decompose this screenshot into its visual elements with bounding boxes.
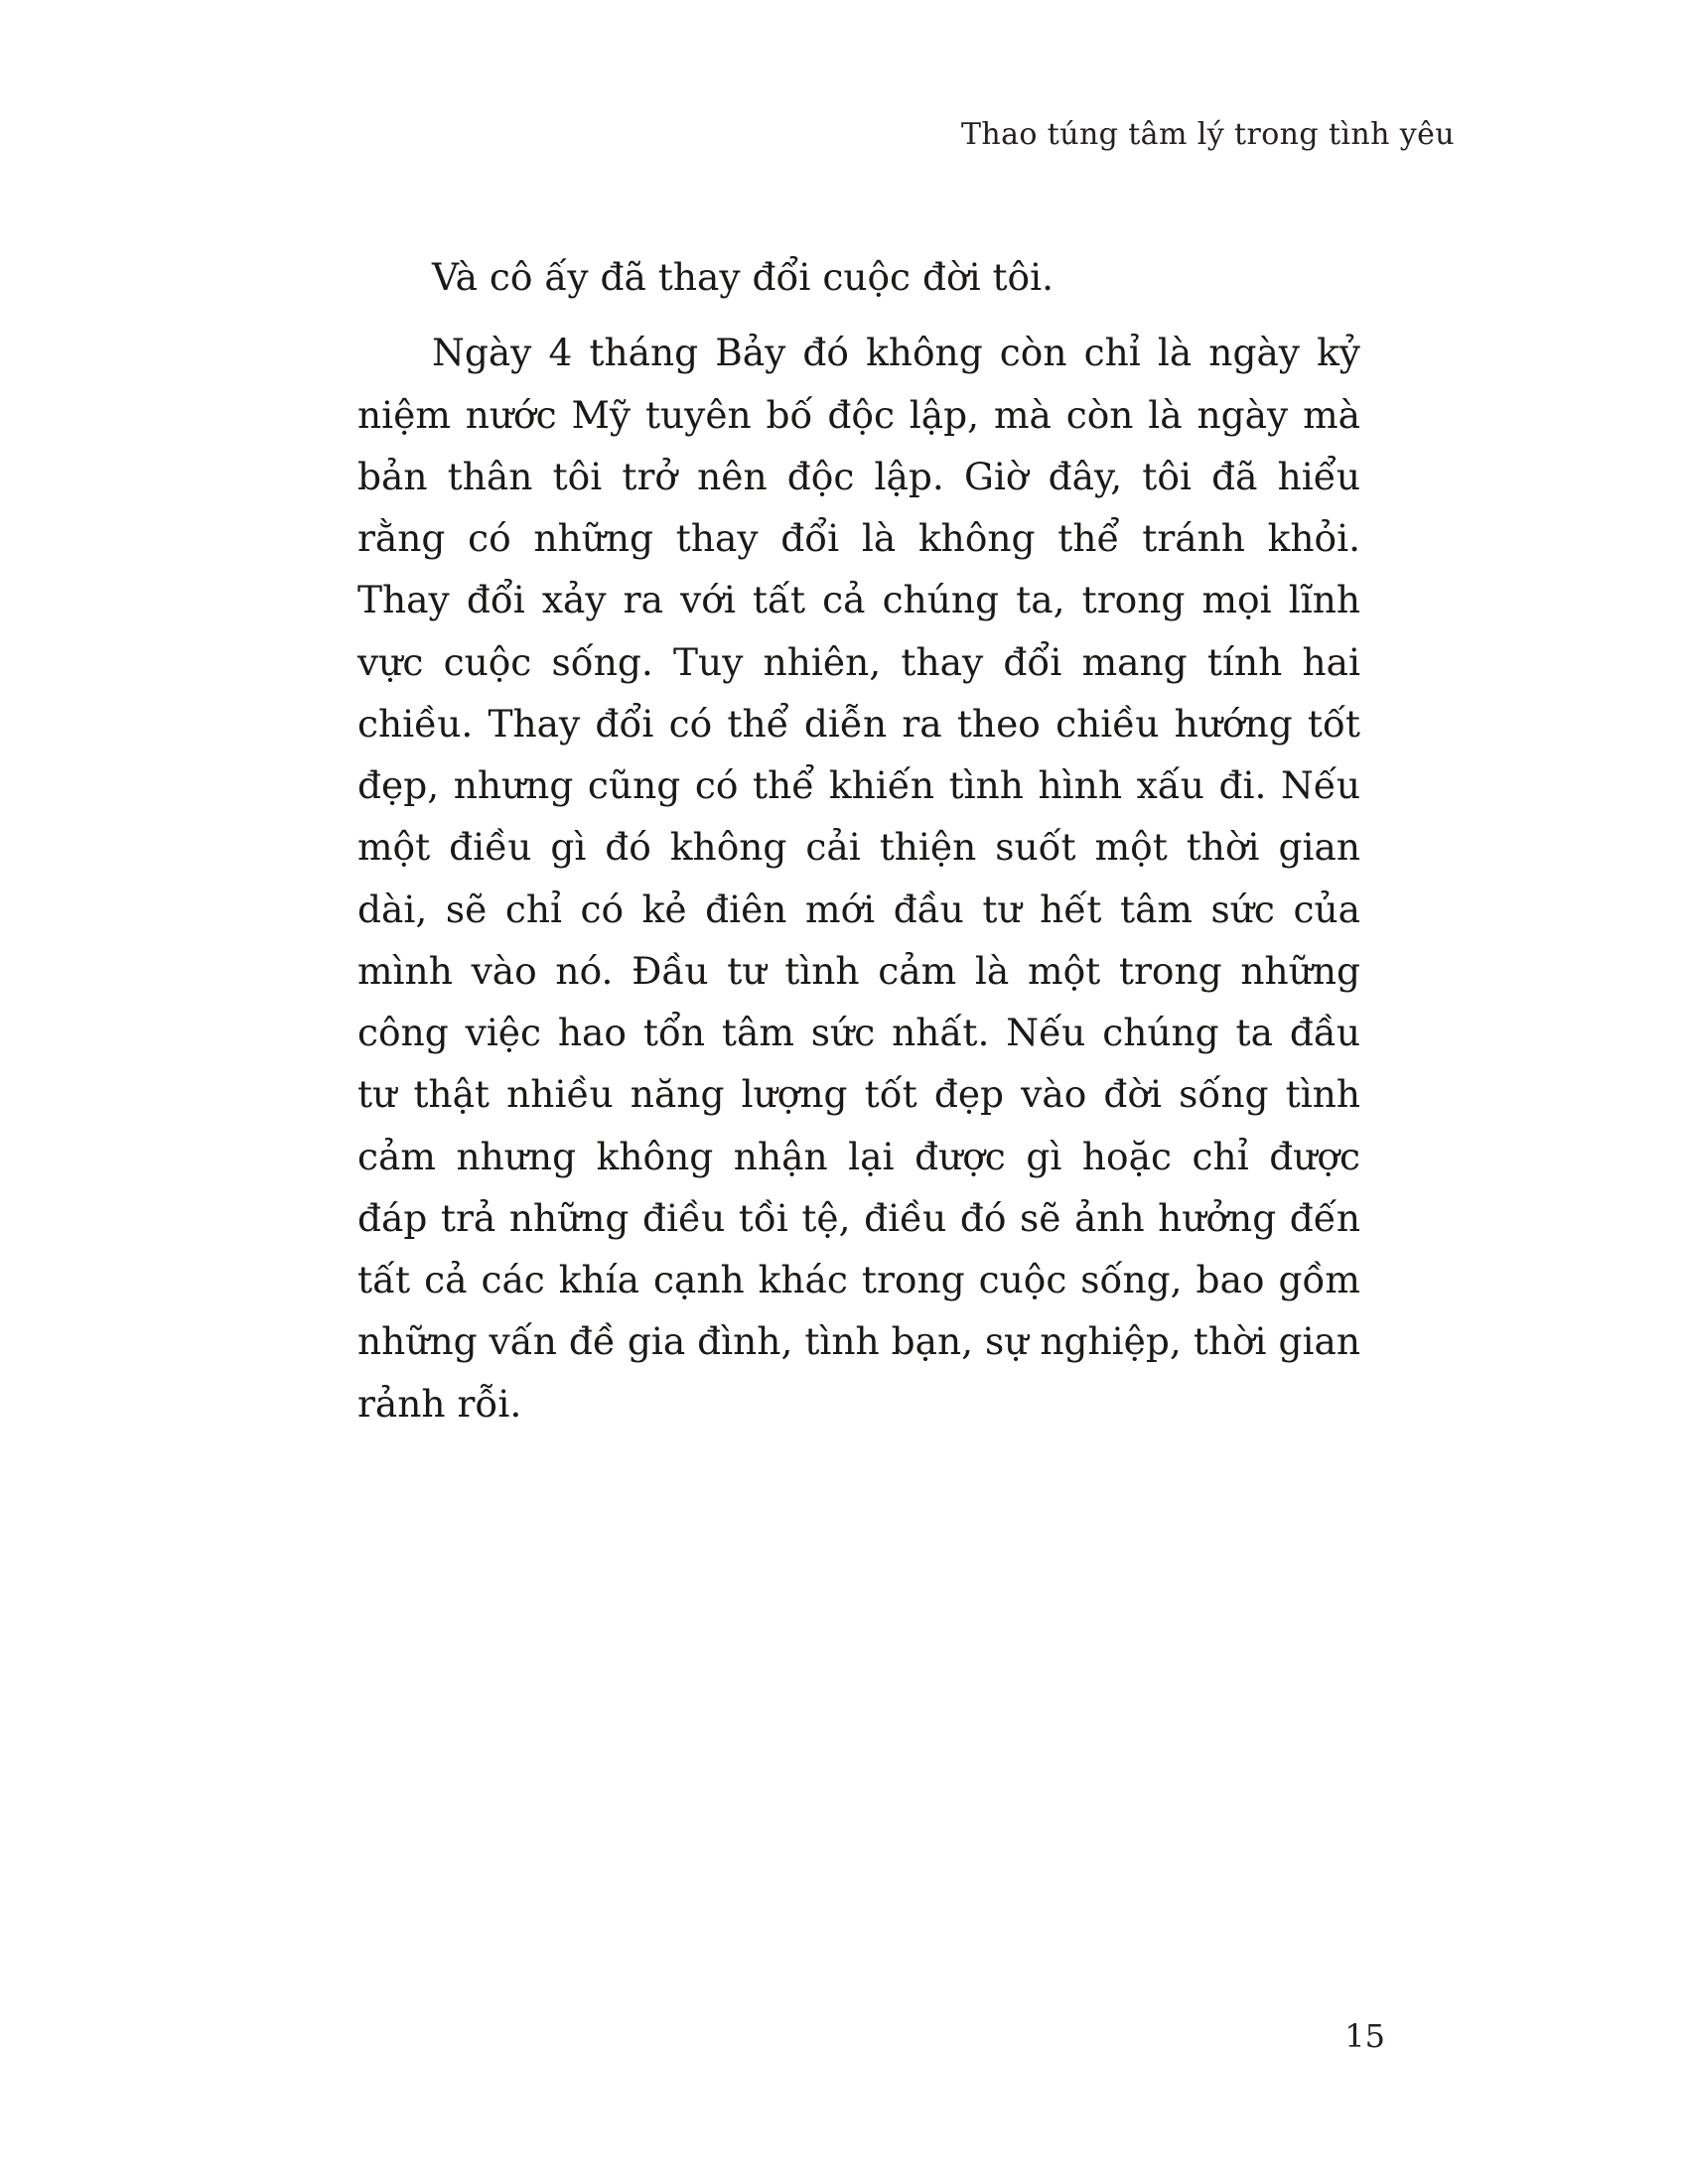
running-head: Thao túng tâm lý trong tình yêu [960,117,1455,152]
paragraph: Và cô ấy đã thay đổi cuộc đời tôi. [432,255,1055,299]
paragraph: Ngày 4 tháng Bảy đó không còn chỉ là ngày kỷ niệm nước Mỹ tuyên bố độc lập, mà còn là ngày mà bản thân tôi trở nên độc lập. Giờ đây, tôi đã hiểu rằng có những thay đổi là không thể tránh khỏi. Thay đổi xảy ra với tất cả chúng ta, trong mọi lĩnh vực cuộc sống. Tuy nhiên, thay đổi mang tính hai chiều. Thay đổi có thể diễn ra theo chiều hướng tốt đẹp, nhưng cũng có thể khiến tình hình xấu đi. Nếu một điều gì đó không cải thiện suốt một thời gian dài, sẽ chỉ có kẻ điên mới đầu tư hết tâm sức của mình vào nó. Đầu tư tình cảm là một trong những công việc hao tổn tâm sức nhất. Nếu chúng ta đầu tư thật nhiều năng lượng tốt đẹp vào đời sống tình cảm nhưng không nhận lại được gì hoặc chỉ được đáp trả những điều tồi tệ, điều đó sẽ ảnh hưởng đến tất cả các khía cạnh khác trong cuộc sống, bao gồm những vấn đề gia đình, tình bạn, sự nghiệp, thời gian rảnh rỗi. [357,331,1360,1426]
page-number: 15 [1344,2017,1385,2055]
body-text [357,246,1360,1434]
